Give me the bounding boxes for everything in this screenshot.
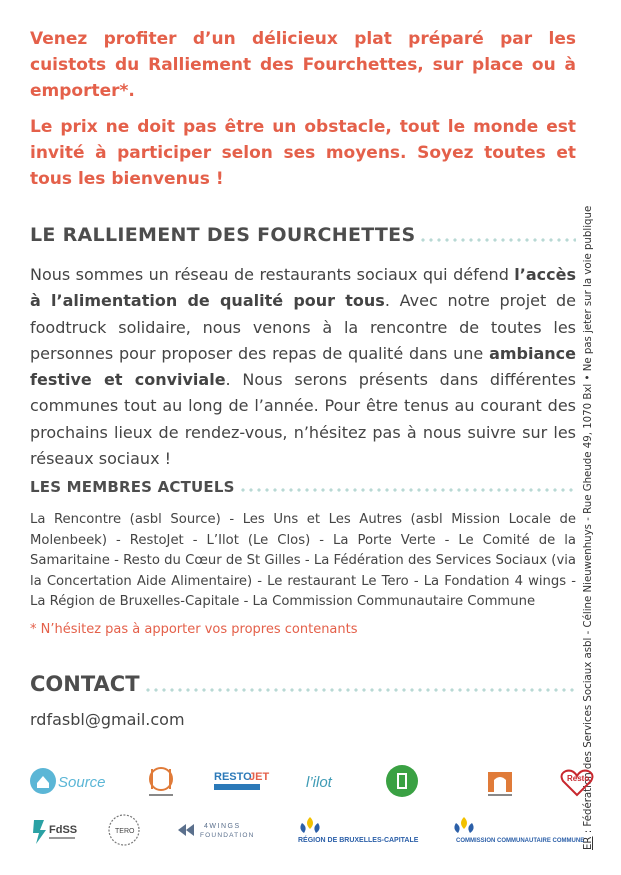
contact-heading-text: CONTACT: [30, 672, 140, 696]
uns-et-autres-logo: [143, 765, 179, 799]
ralliement-text-1: Nous sommes un réseau de restaurants sociaux qui défend: [30, 265, 515, 284]
ralliement-heading-text: LE RALLIEMENT DES FOURCHETTES: [30, 224, 416, 246]
contact-heading: [30, 672, 576, 696]
ralliement-paragraph: [30, 262, 576, 472]
dotted-rule: [419, 238, 576, 242]
containers-note: * N’hésitez pas à apporter vos propres contenants: [30, 622, 358, 637]
fdss-text: FdSS: [49, 824, 78, 836]
four-wings-text-2: FOUNDATION: [200, 832, 255, 839]
four-wings-logo: [176, 818, 264, 842]
ralliement-bold-1: l’accès à l’alimentation de qualité pour tous: [30, 265, 576, 311]
ilot-logo: [303, 766, 337, 796]
porte-verte-logo: [385, 764, 419, 798]
restojet-text-1: RESTO: [214, 771, 252, 783]
membres-heading: [30, 478, 576, 496]
er-label: ER: [583, 836, 594, 850]
ralliement-text-3: . Nous serons présents dans différentes communes tout au long de l’année. Pour être tenus au courant des prochains lieux de rendez-vous, n’hésitez pas à nous suivre sur les réseaux sociaux !: [30, 370, 576, 469]
fdss-logo: [30, 814, 80, 848]
tero-text: TERO: [115, 828, 135, 835]
restojet-text-2: JET: [249, 771, 270, 783]
dotted-rule: [239, 488, 576, 492]
intro-paragraph-1: Venez profiter d’un délicieux plat préparé par les cuistots du Ralliement des Fourchettes, sur place ou à emporter*.: [30, 29, 576, 101]
four-wings-text-1: 4WINGS: [204, 823, 241, 830]
ilot-text: l’ilot: [306, 774, 332, 791]
resto-coeur-logo: [558, 766, 596, 798]
legal-sidebar: [581, 25, 597, 850]
ralliement-heading: [30, 224, 576, 246]
commission-communautaire-logo: [452, 815, 598, 845]
dotted-rule: [144, 688, 576, 692]
resto-coeur-text: Resto: [567, 774, 590, 783]
samaritaine-logo: [484, 766, 516, 798]
region-bruxelles-logo: [296, 815, 436, 845]
ralliement-text-2: . Avec notre projet de foodtruck solidaire, nous venons à la rencontre de toutes les personnes pour proposer des repas de qualité dans une: [30, 291, 577, 363]
members-list: La Rencontre (asbl Source) - Les Uns et Les Autres (asbl Mission Locale de Molenbeek) - RestoJet - L’Ilot (Le Clos) - La Porte Verte - Le Comité de la Samaritaine - Resto du Cœur de St Gilles - La Fédération des Services Sociaux (via la Concertation Aide Alimentaire) - Le restaurant Le Tero - La Fondation 4 wings - La Région de Bruxelles-Capitale - La Commission Communautaire Commune: [30, 512, 576, 609]
legal-text: : Fédération des Services Sociaux asbl - Céline Nieuwenhuys - Rue Gheude 49, 1070 Bxl • Ne pas jeter sur la voie publique: [583, 205, 594, 837]
commission-text: COMMISSION COMMUNAUTAIRE COMMUNE: [456, 838, 585, 844]
region-text: RÉGION DE BRUXELLES-CAPITALE: [298, 837, 419, 844]
contact-email[interactable]: rdfasbl@gmail.com: [30, 710, 185, 729]
restojet-logo: [212, 766, 270, 796]
ralliement-bold-2: ambiance festive et conviviale: [30, 343, 576, 390]
membres-heading-text: LES MEMBRES ACTUELS: [30, 478, 235, 496]
tero-logo: [107, 812, 141, 848]
source-logo: [28, 764, 106, 798]
intro-paragraph-2: Le prix ne doit pas être un obstacle, tout le monde est invité à participer selon ses moyens. Soyez toutes et tous les bienvenus !: [30, 117, 576, 189]
source-logo-text: Source: [58, 774, 106, 791]
